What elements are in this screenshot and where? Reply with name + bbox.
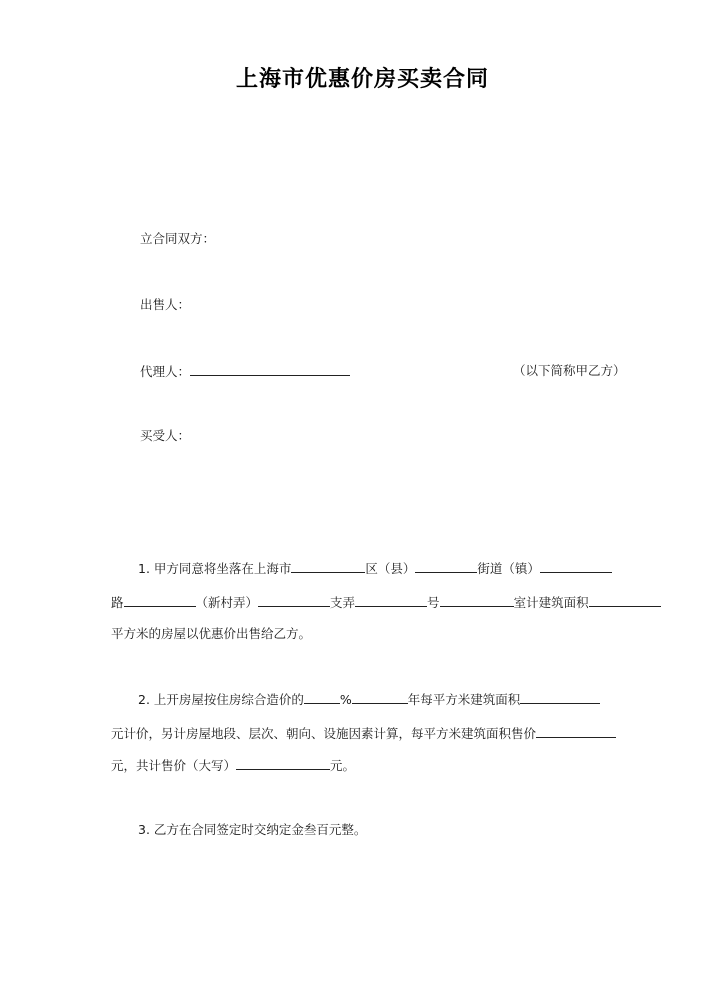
street-blank[interactable]: [540, 559, 612, 573]
clause1-text-6: 支弄: [330, 595, 356, 610]
clause1-text-5: （新村弄）: [195, 595, 259, 610]
clause2-text-5: 元，共计售价（大写）: [111, 758, 237, 773]
lane-blank[interactable]: [258, 593, 330, 607]
agent-blank[interactable]: [190, 362, 350, 376]
clause1-text-7: 号: [427, 595, 440, 610]
clause2-text-4: 元计价，另计房屋地段、层次、朝向、设施因素计算，每平方米建筑面积售价: [111, 726, 537, 741]
clause2-text-6: 元。: [330, 758, 356, 773]
clause2-line3: [111, 756, 355, 775]
clause1-line2: [111, 593, 661, 612]
total-price-blank[interactable]: [236, 756, 330, 770]
clause1-text-2: 区（县）: [365, 561, 416, 576]
parties-intro: 立合同双方：: [140, 231, 216, 246]
sale-price-blank[interactable]: [536, 724, 616, 738]
document-title: 上海市优惠价房买卖合同: [235, 67, 489, 92]
agent-label: 代理人：: [140, 364, 191, 379]
clause1-text-4: 路: [111, 595, 124, 610]
number-blank[interactable]: [440, 593, 514, 607]
abbreviation-note: （以下简称甲乙方）: [513, 363, 626, 378]
agent-row: [140, 362, 350, 381]
buyer-label: 买受人：: [140, 428, 191, 443]
clause2-text-1: 2. 上开房屋按住房综合造价的: [138, 692, 304, 707]
area-blank[interactable]: [589, 593, 661, 607]
clause1-text-1: 1. 甲方同意将坐落在上海市: [138, 561, 292, 576]
clause2-text-2: %: [339, 692, 352, 707]
county-blank[interactable]: [415, 559, 477, 573]
unit-price-blank[interactable]: [520, 690, 600, 704]
seller-label: 出售人：: [140, 297, 191, 312]
clause2-line1: [138, 690, 600, 709]
clause1-text-3: 街道（镇）: [477, 561, 540, 576]
clause1-line3: 平方米的房屋以优惠价出售给乙方。: [111, 626, 312, 641]
clause2-line2: [111, 724, 616, 743]
road-blank[interactable]: [124, 593, 196, 607]
district-blank[interactable]: [291, 559, 365, 573]
clause3: 3. 乙方在合同签定时交纳定金叁百元整。: [138, 822, 367, 837]
year-blank[interactable]: [352, 690, 408, 704]
percent-blank[interactable]: [304, 690, 340, 704]
sublane-blank[interactable]: [355, 593, 427, 607]
clause1-line1: [138, 559, 612, 578]
clause2-text-3: 年每平方米建筑面积: [407, 692, 521, 707]
clause1-text-8: 室计建筑面积: [513, 595, 589, 610]
